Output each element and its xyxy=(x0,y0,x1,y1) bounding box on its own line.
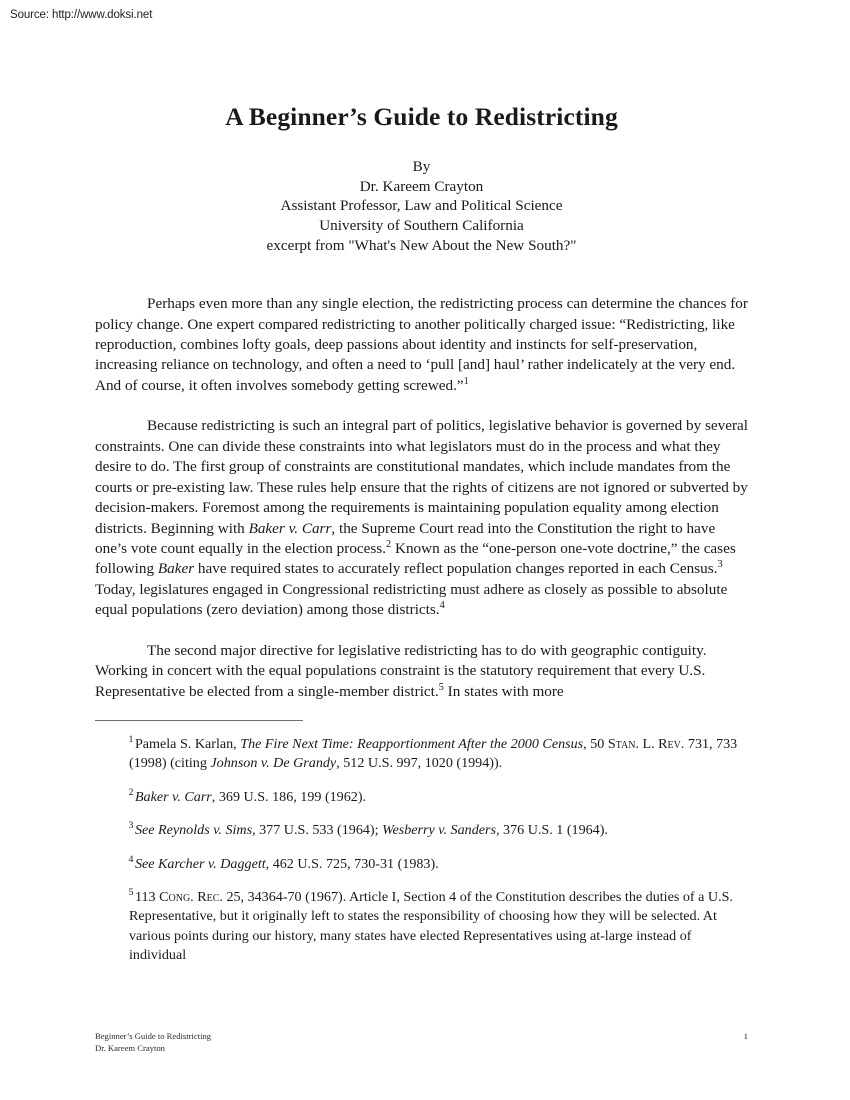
footnote-1-italic-run-5: Johnson v. De Grandy xyxy=(210,755,337,772)
footnote-ref-1[interactable]: 1 xyxy=(463,375,469,387)
paragraph-2-text-b: , the Supreme Court read into the Constitution the right to have one’s vote count equally in the election process. xyxy=(95,519,716,557)
paragraph-1 xyxy=(95,294,748,396)
footnote-4-text-run-1: 462 U.S. 725, 730-31 (1983). xyxy=(269,855,439,872)
byline-line-author: Dr. Kareem Crayton xyxy=(359,177,484,195)
footnote-3-text-run-3: 376 U.S. 1 (1964). xyxy=(499,822,608,839)
footnote-ref-2[interactable]: 2 xyxy=(386,538,392,550)
paragraph-2-text-a: Because redistricting is such an integral part of politics, legislative behavior is governed by several constraints. One can divide these constraints into what legislators must do in the process and what they desire to do. The first group of constraints are constitutional mandates, which include mandates from the courts or pre-existing law. These rules help ensure that the rights of citizens are not ignored or subverted by decision-makers. Foremost among the requirements is maintaining population equality among election districts. Beginning with xyxy=(95,417,748,537)
footnote-1-text-run-2: , 50 xyxy=(583,736,608,753)
byline-line-university: University of Southern California xyxy=(319,217,524,235)
footnote-4 xyxy=(129,855,748,874)
footer-running-head xyxy=(95,1030,211,1054)
paragraph-3-text-b: In states with more xyxy=(443,682,564,700)
footnote-2 xyxy=(129,788,748,807)
footnote-5-text-run-0: 113 xyxy=(134,888,160,905)
footnote-1 xyxy=(129,735,748,774)
case-citation-baker-v-carr: Baker v. Carr xyxy=(248,519,332,537)
footnote-marker-2[interactable]: 2 xyxy=(128,787,134,799)
page-number: 1 xyxy=(743,1031,748,1041)
paragraph-2-text-c: Known as the “one-person one-vote doctrine,” the cases following xyxy=(95,539,736,578)
footnote-1-smallcaps-run-3: Stan. L. Rev. xyxy=(607,736,685,753)
footnote-separator-rule xyxy=(95,720,303,721)
footer-title-line: Beginner’s Guide to Redistricting xyxy=(95,1031,212,1041)
footnote-marker-4[interactable]: 4 xyxy=(128,853,134,865)
footnote-1-text-run-4: 731, 733 (1998) (citing xyxy=(129,736,738,772)
footnote-3-text-run-1: 377 U.S. 533 (1964); xyxy=(255,822,383,839)
paragraph-2-text-e: Today, legislatures engaged in Congressional redistricting must adhere as closely as possible to absolute equal populations (zero deviation) among those districts. xyxy=(95,580,728,619)
footnote-marker-5[interactable]: 5 xyxy=(128,887,134,899)
footnote-2-text-run-1: , 369 U.S. 186, 199 (1962). xyxy=(211,788,367,805)
footnote-marker-3[interactable]: 3 xyxy=(128,820,134,832)
footnote-list xyxy=(95,735,748,965)
footnote-ref-5[interactable]: 5 xyxy=(438,681,444,693)
source-url-banner: Source: http://www.doksi.net xyxy=(10,9,153,21)
byline-block xyxy=(95,157,748,257)
footnote-3-italic-run-0: See Reynolds v. Sims, xyxy=(134,822,256,839)
footnote-marker-1[interactable]: 1 xyxy=(128,734,134,746)
footnote-area xyxy=(95,720,748,965)
footnote-2-italic-run-0: Baker v. Carr xyxy=(134,788,212,805)
page-title: A Beginner’s Guide to Redistricting xyxy=(225,102,618,131)
footnote-ref-4[interactable]: 4 xyxy=(439,600,445,612)
page-footer xyxy=(95,1030,748,1054)
footnote-ref-3[interactable]: 3 xyxy=(717,559,723,571)
footnote-5 xyxy=(129,888,748,965)
footnote-3-italic-run-2: Wesberry v. Sanders, xyxy=(382,822,500,839)
byline-line-excerpt: excerpt from "What's New About the New South?" xyxy=(266,237,577,255)
case-citation-baker: Baker xyxy=(157,560,195,578)
body-text xyxy=(95,294,748,702)
footnote-4-italic-run-0: See Karcher v. Daggett, xyxy=(134,855,270,872)
paragraph-2-text-d: have required states to accurately reflect population changes reported in each Census. xyxy=(194,560,718,578)
footnote-1-italic-run-1: The Fire Next Time: Reapportionment After the 2000 Census xyxy=(240,736,584,753)
page-content xyxy=(95,30,748,702)
footer-author-line: Dr. Kareem Crayton xyxy=(95,1043,165,1054)
document-page xyxy=(0,30,850,1100)
footnote-3 xyxy=(129,821,748,840)
footnote-1-text-run-0: Pamela S. Karlan, xyxy=(134,736,241,753)
footnote-5-smallcaps-run-1: Cong. Rec. xyxy=(159,888,223,905)
paragraph-1-text: Perhaps even more than any single election, the redistricting process can determine the chances for policy change. One expert compared redistricting to another politically charged issue: “Redistricting, like reproduction, combines lofty goals, deep passions about identity and instincts for self-preservation, increasing reliance on technology, and often a need to ‘pull [and] haul’ rather indelicately at the very end. And of course, it often involves somebody getting screwed.” xyxy=(95,295,748,394)
byline-line-affiliation: Assistant Professor, Law and Political Science xyxy=(280,197,563,215)
paragraph-3-text-a: The second major directive for legislative redistricting has to do with geographic contiguity. Working in concert with the equal populations constraint is the statutory requirement that every U.S. Representative be elected from a single-member district. xyxy=(95,641,707,700)
paragraph-3 xyxy=(95,641,748,702)
footnote-5-text-run-2: 25, 34364-70 (1967). Article I, Section 4 of the Constitution describes the duties of a U.S. Representative, but it originally left to states the responsibility of choosing how they will be selected. At various points during our history, many states have elected Representatives using at-large instead of individual xyxy=(129,888,733,963)
paragraph-2 xyxy=(95,416,748,620)
footnote-1-text-run-6: , 512 U.S. 997, 1020 (1994)). xyxy=(336,755,503,772)
byline-line-by: By xyxy=(412,157,431,175)
